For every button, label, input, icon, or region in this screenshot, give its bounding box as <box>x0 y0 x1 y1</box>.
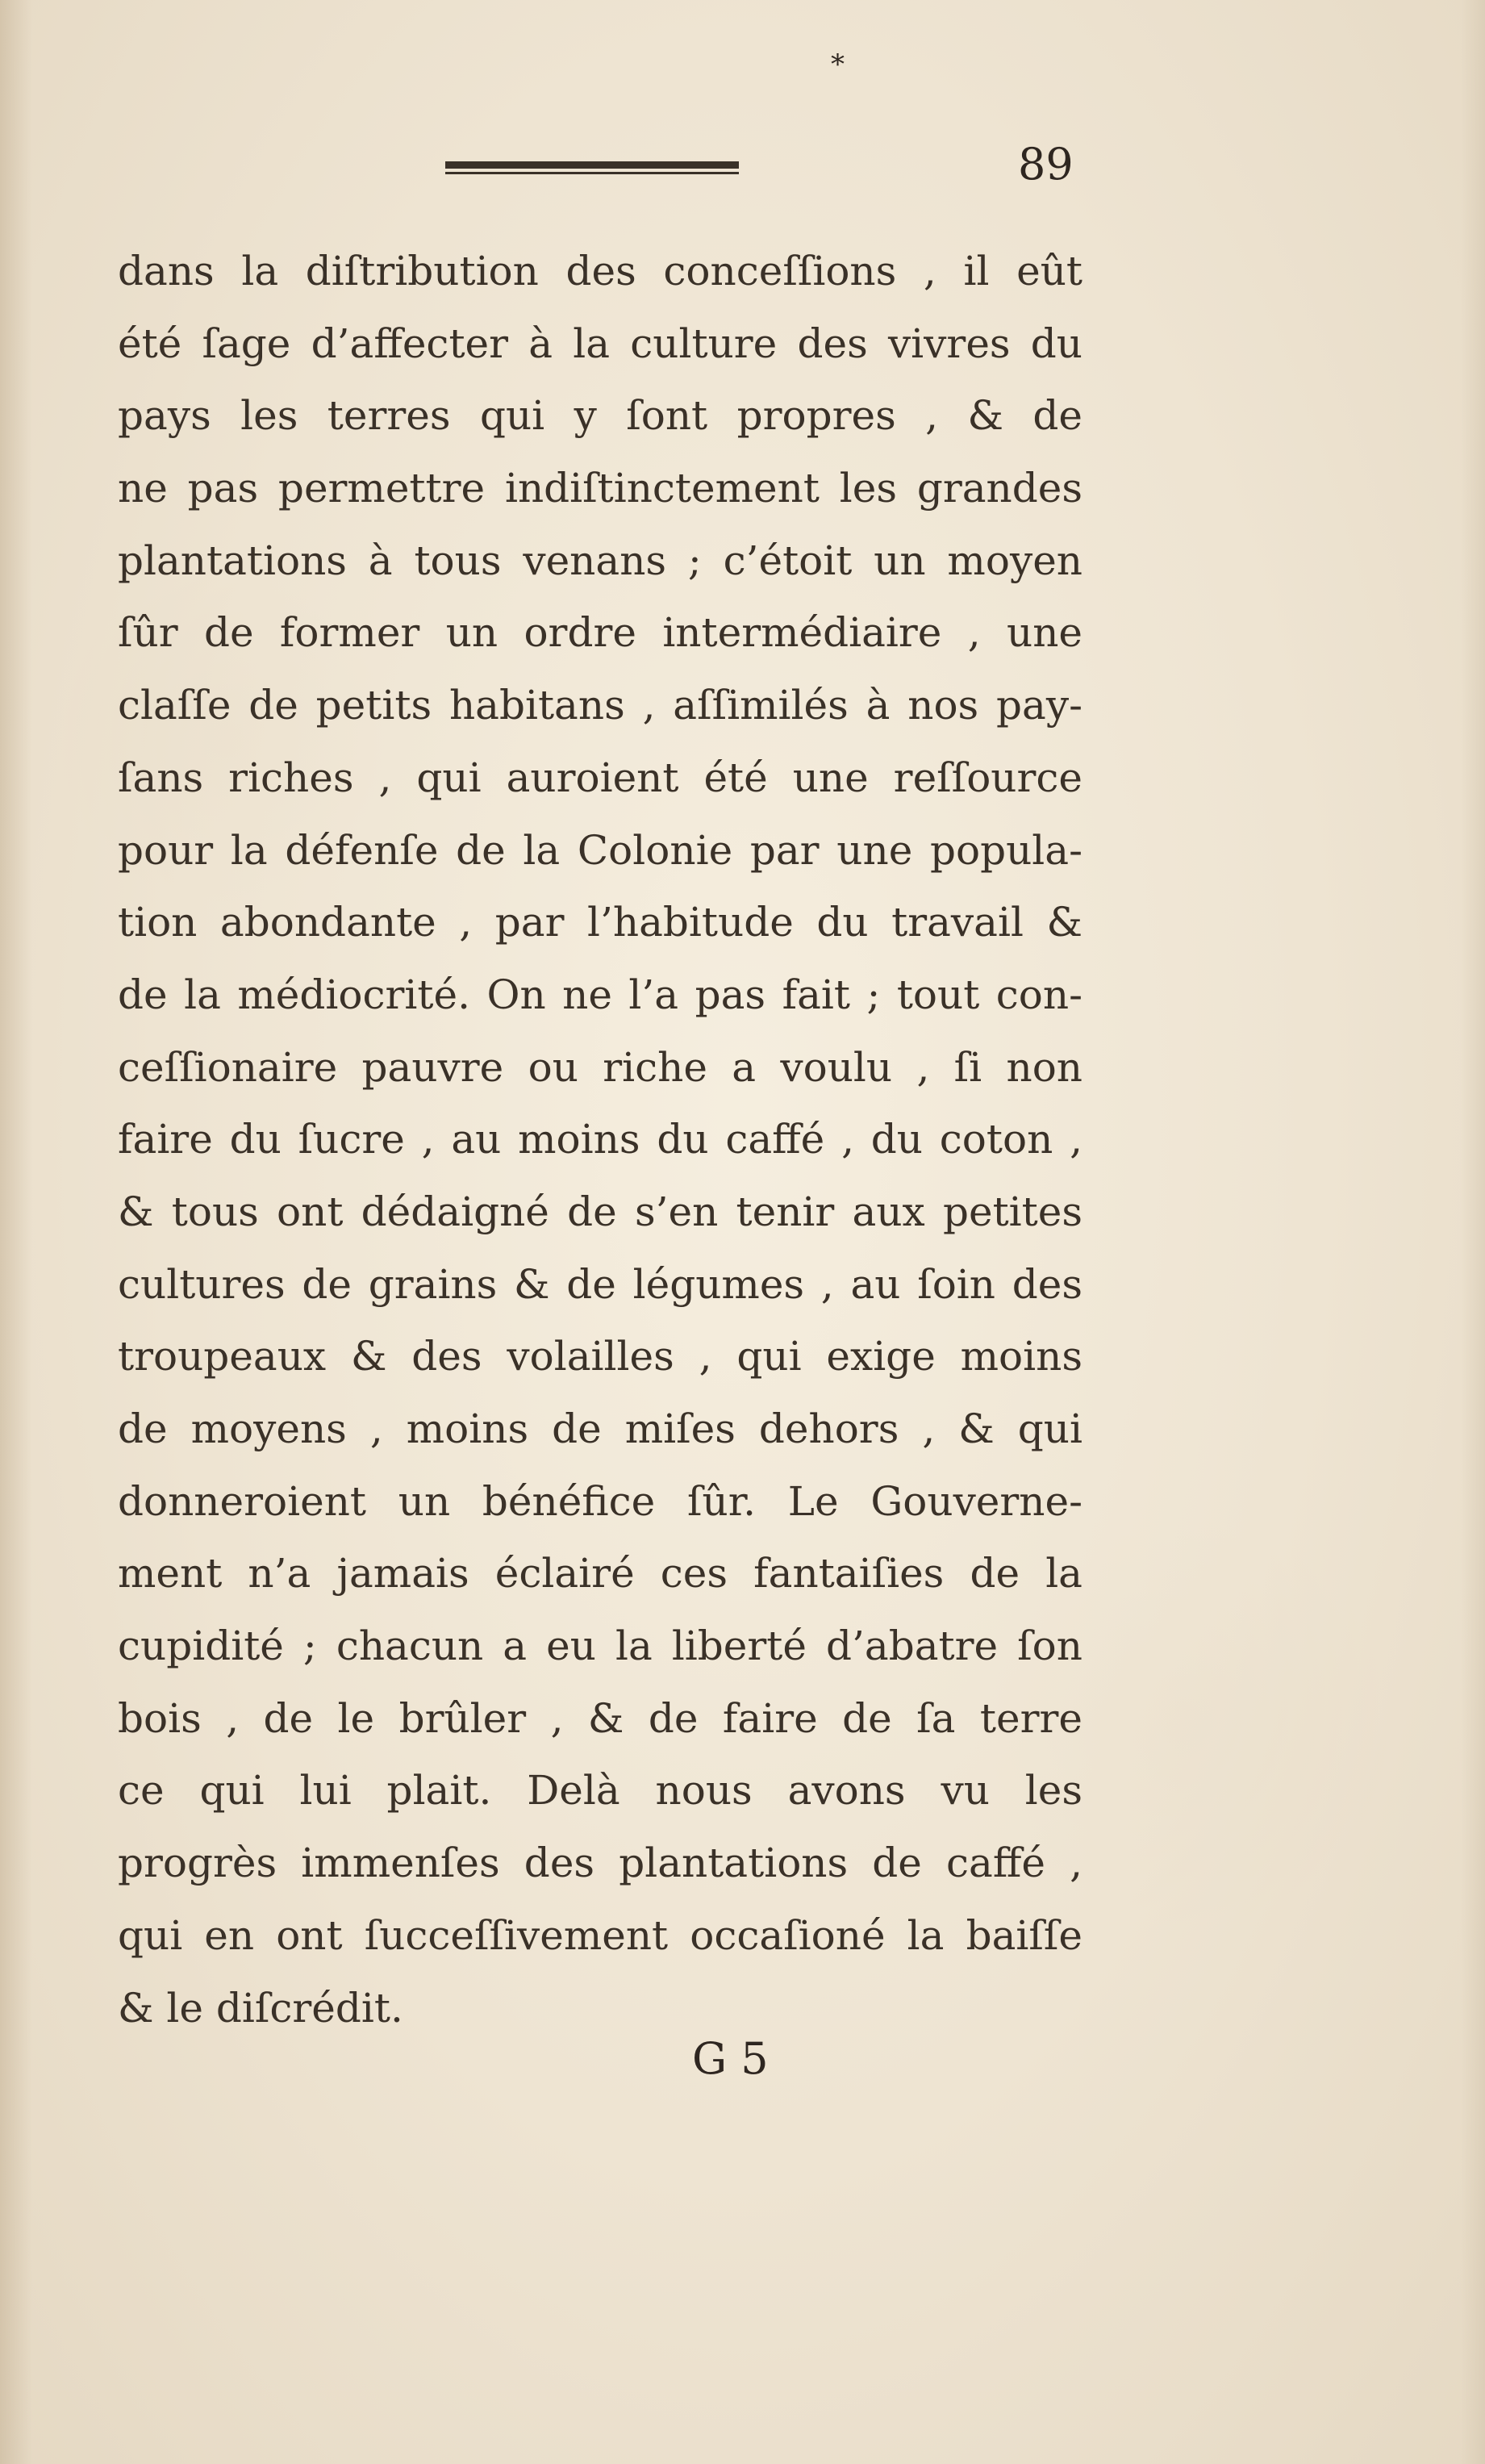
text-line: de moyens , moins de miſes dehors , & qui <box>118 1405 1082 1452</box>
text-line: donneroient un bénéfice ſûr. Le Gouverne- <box>118 1477 1082 1525</box>
text-line: progrès immenſes des plantations de caffé , <box>118 1840 1082 1887</box>
header-rule <box>445 161 739 177</box>
text-line: tion abondante , par l’habitude du travail & <box>118 899 1082 946</box>
text-line: ceſſionaire pauvre ou riche a voulu , ſi non <box>118 1043 1082 1091</box>
text-line-last: & le diſcrédit. <box>118 1984 403 2032</box>
page-edge-shadow-left <box>0 0 32 2464</box>
signature-mark: G 5 <box>692 2033 769 2084</box>
page-number: 89 <box>1018 139 1074 190</box>
top-mark: * <box>831 48 845 81</box>
text-line: ce qui lui plait. Delà nous avons vu les <box>118 1767 1082 1815</box>
text-line: de la médiocrité. On ne l’a pas fait ; tout con- <box>118 971 1082 1018</box>
text-line: bois , de le brûler , & de faire de ſa terre <box>118 1694 1082 1742</box>
text-line: ment n’a jamais éclairé ces fantaiſies de la <box>118 1550 1082 1597</box>
page-edge-shadow-right <box>1461 0 1485 2464</box>
text-line: dans la diſtribution des conceſſions , il eût <box>118 248 1082 294</box>
text-line: ſûr de former un ordre intermédiaire , une <box>118 609 1082 657</box>
header-rule-thick <box>445 161 739 169</box>
body-text <box>118 236 1082 2044</box>
text-line: & tous ont dédaigné de s’en tenir aux petites <box>118 1188 1082 1235</box>
header-rule-thin <box>445 172 739 174</box>
text-line: qui en ont ſucceſſivement occaſioné la baiſſe <box>118 1911 1082 1959</box>
text-line: pour la défenſe de la Colonie par une popula- <box>118 826 1082 874</box>
text-line: plantations à tous venans ; c’étoit un moyen <box>118 537 1082 584</box>
text-line: faire du ſucre , au moins du caffé , du coton , <box>118 1116 1082 1163</box>
text-line: pays les terres qui y ſont propres , & de <box>118 392 1082 440</box>
text-line: cupidité ; chacun a eu la liberté d’abatre ſon <box>118 1622 1082 1670</box>
text-line: été ſage d’affecter à la culture des vivres du <box>118 319 1082 367</box>
text-line: ſans riches , qui auroient été une reſſource <box>118 754 1082 801</box>
text-line: ne pas permettre indiſtinctement les grandes <box>118 465 1082 512</box>
text-line: claſſe de petits habitans , aſſimilés à nos pay- <box>118 682 1082 729</box>
text-line: troupeaux & des volailles , qui exige moins <box>118 1333 1082 1380</box>
text-line: cultures de grains & de légumes , au ſoin des <box>118 1260 1082 1308</box>
